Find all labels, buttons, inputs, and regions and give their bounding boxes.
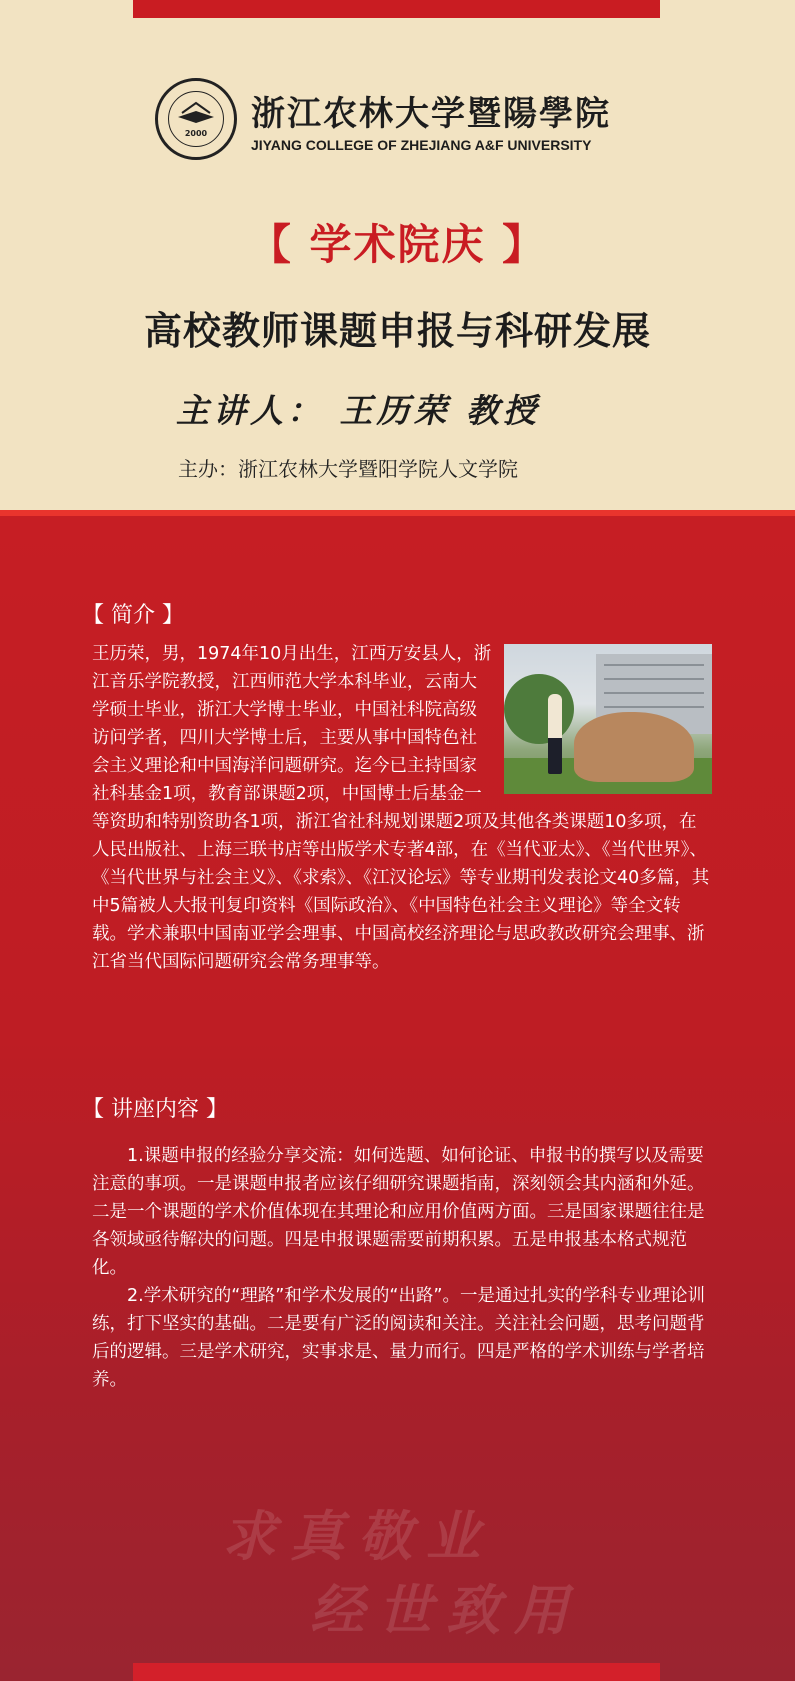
panel-divider xyxy=(0,510,795,516)
intro-heading: 【 简介 】 xyxy=(82,603,184,628)
college-name-cn: 浙江农林大学暨陽學院 xyxy=(251,93,611,134)
seal-year: 2000 xyxy=(184,129,208,138)
college-name-en: JIYANG COLLEGE OF ZHEJIANG A&F UNIVERSITY xyxy=(251,136,592,153)
intro-text: 王历荣，男，1974年10月出生，江西万安县人，浙江音乐学院教授，江西师范大学本科毕业，云南大学硕士毕业，浙江大学博士毕业，中国社科院高级访问学者，四川大学博士后，主要从事中国特色社会主义理论和中国海洋问题研究。迄今已主持国家社科基金1项，教育部课题2项，中国博士后基金一等资助和特别资助各1项，浙江省社科规划课题2项及其他各类课题10多项，在人民出版社、上海三联书店等出版学术专著4部，在《当代亚太》、《当代世界》、《当代世界与社会主义》、《求索》、《江汉论坛》等专业期刊发表论文40多篇，其中5篇被人大报刊复印资料《国际政治》、《中国特色社会主义理论》等全文转载。学术兼职中国南亚学会理事、中国高校经济理论与思政教改研究会理事、浙江省当代国际问题研究会常务理事等。 xyxy=(92,644,710,972)
top-accent-bar xyxy=(133,0,660,18)
event-badge: 【 学术院庆 】 xyxy=(248,220,547,269)
motto-line-2: 经世致用 xyxy=(310,1578,582,1642)
lecture-point-2: 2.学术研究的“理路”和学术发展的“出路”。一是通过扎实的学科专业理论训练，打下坚实的基础。二是要有广泛的阅读和关注。关注社会问题，思考问题背后的逻辑。三是学术研究，实事求是、量力而行。四是严格的学术训练与学者培养。 xyxy=(92,1286,705,1390)
host-organizer: 主办：浙江农林大学暨阳学院人文学院 xyxy=(178,457,518,481)
speaker-photo xyxy=(504,644,712,794)
intro-section xyxy=(92,640,712,976)
college-seal-icon xyxy=(155,78,237,160)
bottom-accent-bar xyxy=(133,1663,660,1681)
lecture-heading: 【 讲座内容 】 xyxy=(82,1097,228,1122)
lecture-section xyxy=(92,1142,712,1394)
speaker: 主讲人： 王历荣 教授 xyxy=(176,391,540,430)
lecture-title: 高校教师课题申报与科研发展 xyxy=(143,308,651,353)
college-logo xyxy=(155,78,611,160)
motto-line-1: 求真敬业 xyxy=(222,1504,494,1568)
lecture-point-1: 1.课题申报的经验分享交流：如何选题、如何论证、申报书的撰写以及需要注意的事项。一是课题申报者应该仔细研究课题指南，深刻领会其内涵和外延。二是一个课题的学术价值体现在其理论和应用价值两方面。三是国家课题往往是各领域亟待解决的问题。四是申报课题需要前期积累。五是申报基本格式规范化。 xyxy=(92,1146,705,1278)
